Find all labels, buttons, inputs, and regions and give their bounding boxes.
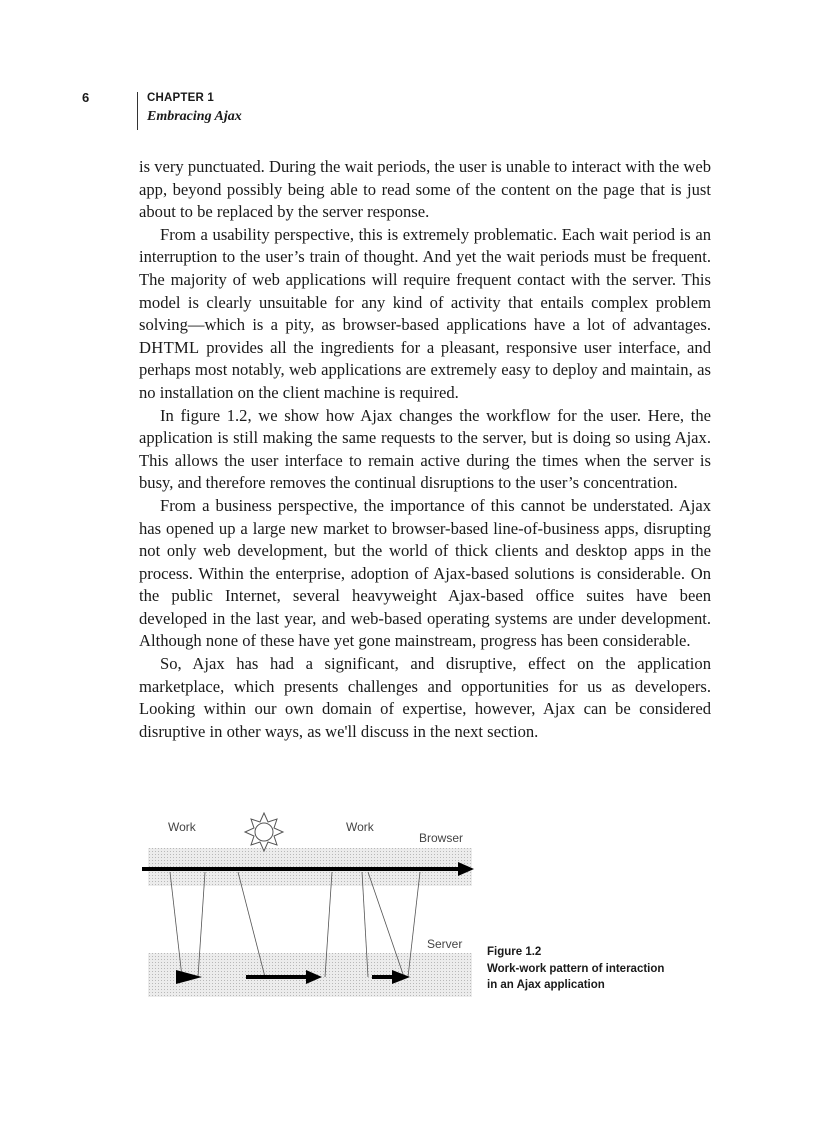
body-text (139, 156, 711, 743)
paragraph-2-text-b: provides all the ingredients for a pleasant, responsive user interface, and perhaps most notably, web applications are extremely easy to deploy and maintain, as no installation on the client machine is required. (139, 337, 712, 402)
browser-label: Browser (419, 831, 464, 845)
chapter-title: Embracing Ajax (147, 109, 242, 124)
dhtml-acronym: DHTML (139, 337, 200, 357)
workflow-diagram (140, 812, 480, 1002)
page-number: 6 (82, 90, 90, 105)
workflow-figure (140, 812, 480, 1002)
paragraph-1: is very punctuated. During the wait periods, the user is unable to interact with the web app, beyond possibly being able to read some of the content on the page that is just about to be replaced by the server response. (139, 157, 711, 222)
figure-caption (487, 944, 717, 994)
work-label-1: Work (168, 820, 196, 834)
paragraph-4: From a business perspective, the importance of this cannot be understated. Ajax has opened up a large new market to browser-based line-of-business apps, disrupting not only web development, but the world of thick clients and desktop apps in the process. Within the enterprise, adoption of Ajax-based solutions is considerable. On the public Internet, several heavyweight Ajax-based office suites have been developed in the last year, and web-based operating systems are under development. Although none of these have yet gone mainstream, progress has been considerable. (139, 495, 711, 651)
header-divider (137, 92, 138, 130)
caption-line-1: Work-work pattern of interaction (487, 962, 665, 975)
work-label-2: Work (346, 820, 374, 834)
sun-icon (245, 813, 283, 851)
paragraph-2 (139, 224, 711, 405)
paragraph-2-text-a: From a usability perspective, this is extremely problematic. Each wait period is an interruption to the user’s train of thought. And yet the wait periods must be frequent. The majority of web applications will require frequent contact with the server. This model is clearly unsuitable for any kind of activity that entails complex problem solving—which is a pity, as browser-based applications have a lot of advantages. (139, 224, 711, 335)
server-label: Server (427, 937, 463, 951)
chapter-label: CHAPTER 1 (147, 92, 214, 104)
paragraph-5: So, Ajax has had a significant, and disruptive, effect on the application marketplace, which presents challenges and opportunities for us as developers. Looking within our own domain of expertise, however, Ajax can be considered disruptive in other ways, as we'll discuss in the next section. (139, 654, 711, 741)
paragraph-3: In figure 1.2, we show how Ajax changes the workflow for the user. Here, the application is still making the same requests to the server, but is doing so using Ajax. This allows the user interface to remain active during the times when the server is busy, and therefore removes the continual disruptions to the user’s concentration. (139, 405, 711, 493)
caption-line-2: in an Ajax application (487, 979, 605, 991)
caption-number: Figure 1.2 (487, 946, 542, 958)
